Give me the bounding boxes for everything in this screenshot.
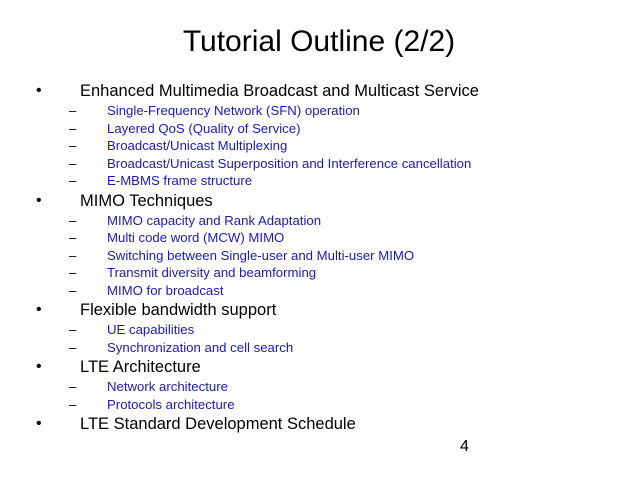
outline-subitem	[0, 172, 638, 190]
outline-subitem	[0, 155, 638, 173]
outline-subitem	[0, 378, 638, 396]
slide-title: Tutorial Outline (2/2)	[182, 25, 456, 58]
outline-subitem-label: MIMO for broadcast	[107, 282, 224, 298]
dash-icon: –	[69, 230, 77, 245]
dash-icon: –	[69, 396, 77, 412]
outline-subitem	[0, 247, 638, 265]
outline-item	[0, 299, 638, 321]
outline-subitem-label: Synchronization and cell search	[107, 339, 294, 355]
outline-subitem	[0, 339, 638, 357]
outline-subitem	[0, 282, 638, 300]
outline-item	[0, 356, 638, 378]
bullet-icon: •	[36, 415, 42, 432]
outline-item	[0, 80, 638, 102]
outline-subitem	[0, 137, 638, 155]
dash-icon: –	[69, 155, 77, 171]
outline-subitem	[0, 229, 638, 247]
dash-icon: –	[69, 322, 77, 337]
dash-icon: –	[69, 379, 77, 394]
outline-subitem	[0, 120, 638, 138]
outline-subitem-label: Switching between Single-user and Multi-user MIMO	[107, 247, 415, 263]
bullet-icon: •	[36, 191, 42, 209]
outline-subitem-label: MIMO capacity and Rank Adaptation	[107, 212, 322, 228]
outline-subitem-label: Multi code word (MCW) MIMO	[107, 230, 285, 245]
outline-item	[0, 413, 638, 435]
outline-subitem-label: Transmit diversity and beamforming	[107, 265, 317, 280]
outline-item	[0, 190, 638, 212]
outline-item-label: Enhanced Multimedia Broadcast and Multicast Service	[80, 82, 479, 100]
outline-subitem-label: Protocols architecture	[107, 396, 235, 412]
dash-icon: –	[69, 282, 77, 298]
outline-item-label: LTE Architecture	[80, 358, 201, 376]
dash-icon: –	[69, 247, 77, 263]
dash-icon: –	[69, 138, 77, 153]
outline-subitem	[0, 102, 638, 120]
outline-subitem	[0, 264, 638, 282]
outline-subitem-label: E-MBMS frame structure	[107, 173, 253, 188]
outline-item-label: MIMO Techniques	[80, 191, 213, 210]
dash-icon: –	[69, 103, 77, 118]
dash-icon: –	[69, 339, 77, 355]
outline-subitem-label: Layered QoS (Quality of Service)	[107, 120, 301, 136]
outline-list	[0, 80, 638, 435]
dash-icon: –	[69, 120, 77, 136]
outline-subitem	[0, 396, 638, 414]
outline-item-label: Flexible bandwidth support	[80, 301, 277, 319]
dash-icon: –	[69, 173, 77, 188]
outline-subitem	[0, 212, 638, 230]
outline-subitem-label: Network architecture	[107, 379, 228, 394]
outline-subitem-label: Broadcast/Unicast Multiplexing	[107, 138, 288, 153]
bullet-icon: •	[36, 358, 42, 375]
page-number: 4	[460, 438, 469, 455]
outline-subitem-label: Broadcast/Unicast Superposition and Interference cancellation	[107, 155, 472, 171]
dash-icon: –	[69, 212, 77, 228]
bullet-icon: •	[36, 301, 42, 318]
outline-subitem-label: UE capabilities	[107, 322, 195, 337]
outline-subitem	[0, 321, 638, 339]
outline-item-label: LTE Standard Development Schedule	[80, 415, 356, 433]
dash-icon: –	[69, 265, 77, 280]
outline-subitem-label: Single-Frequency Network (SFN) operation	[107, 103, 360, 118]
bullet-icon: •	[36, 82, 42, 99]
